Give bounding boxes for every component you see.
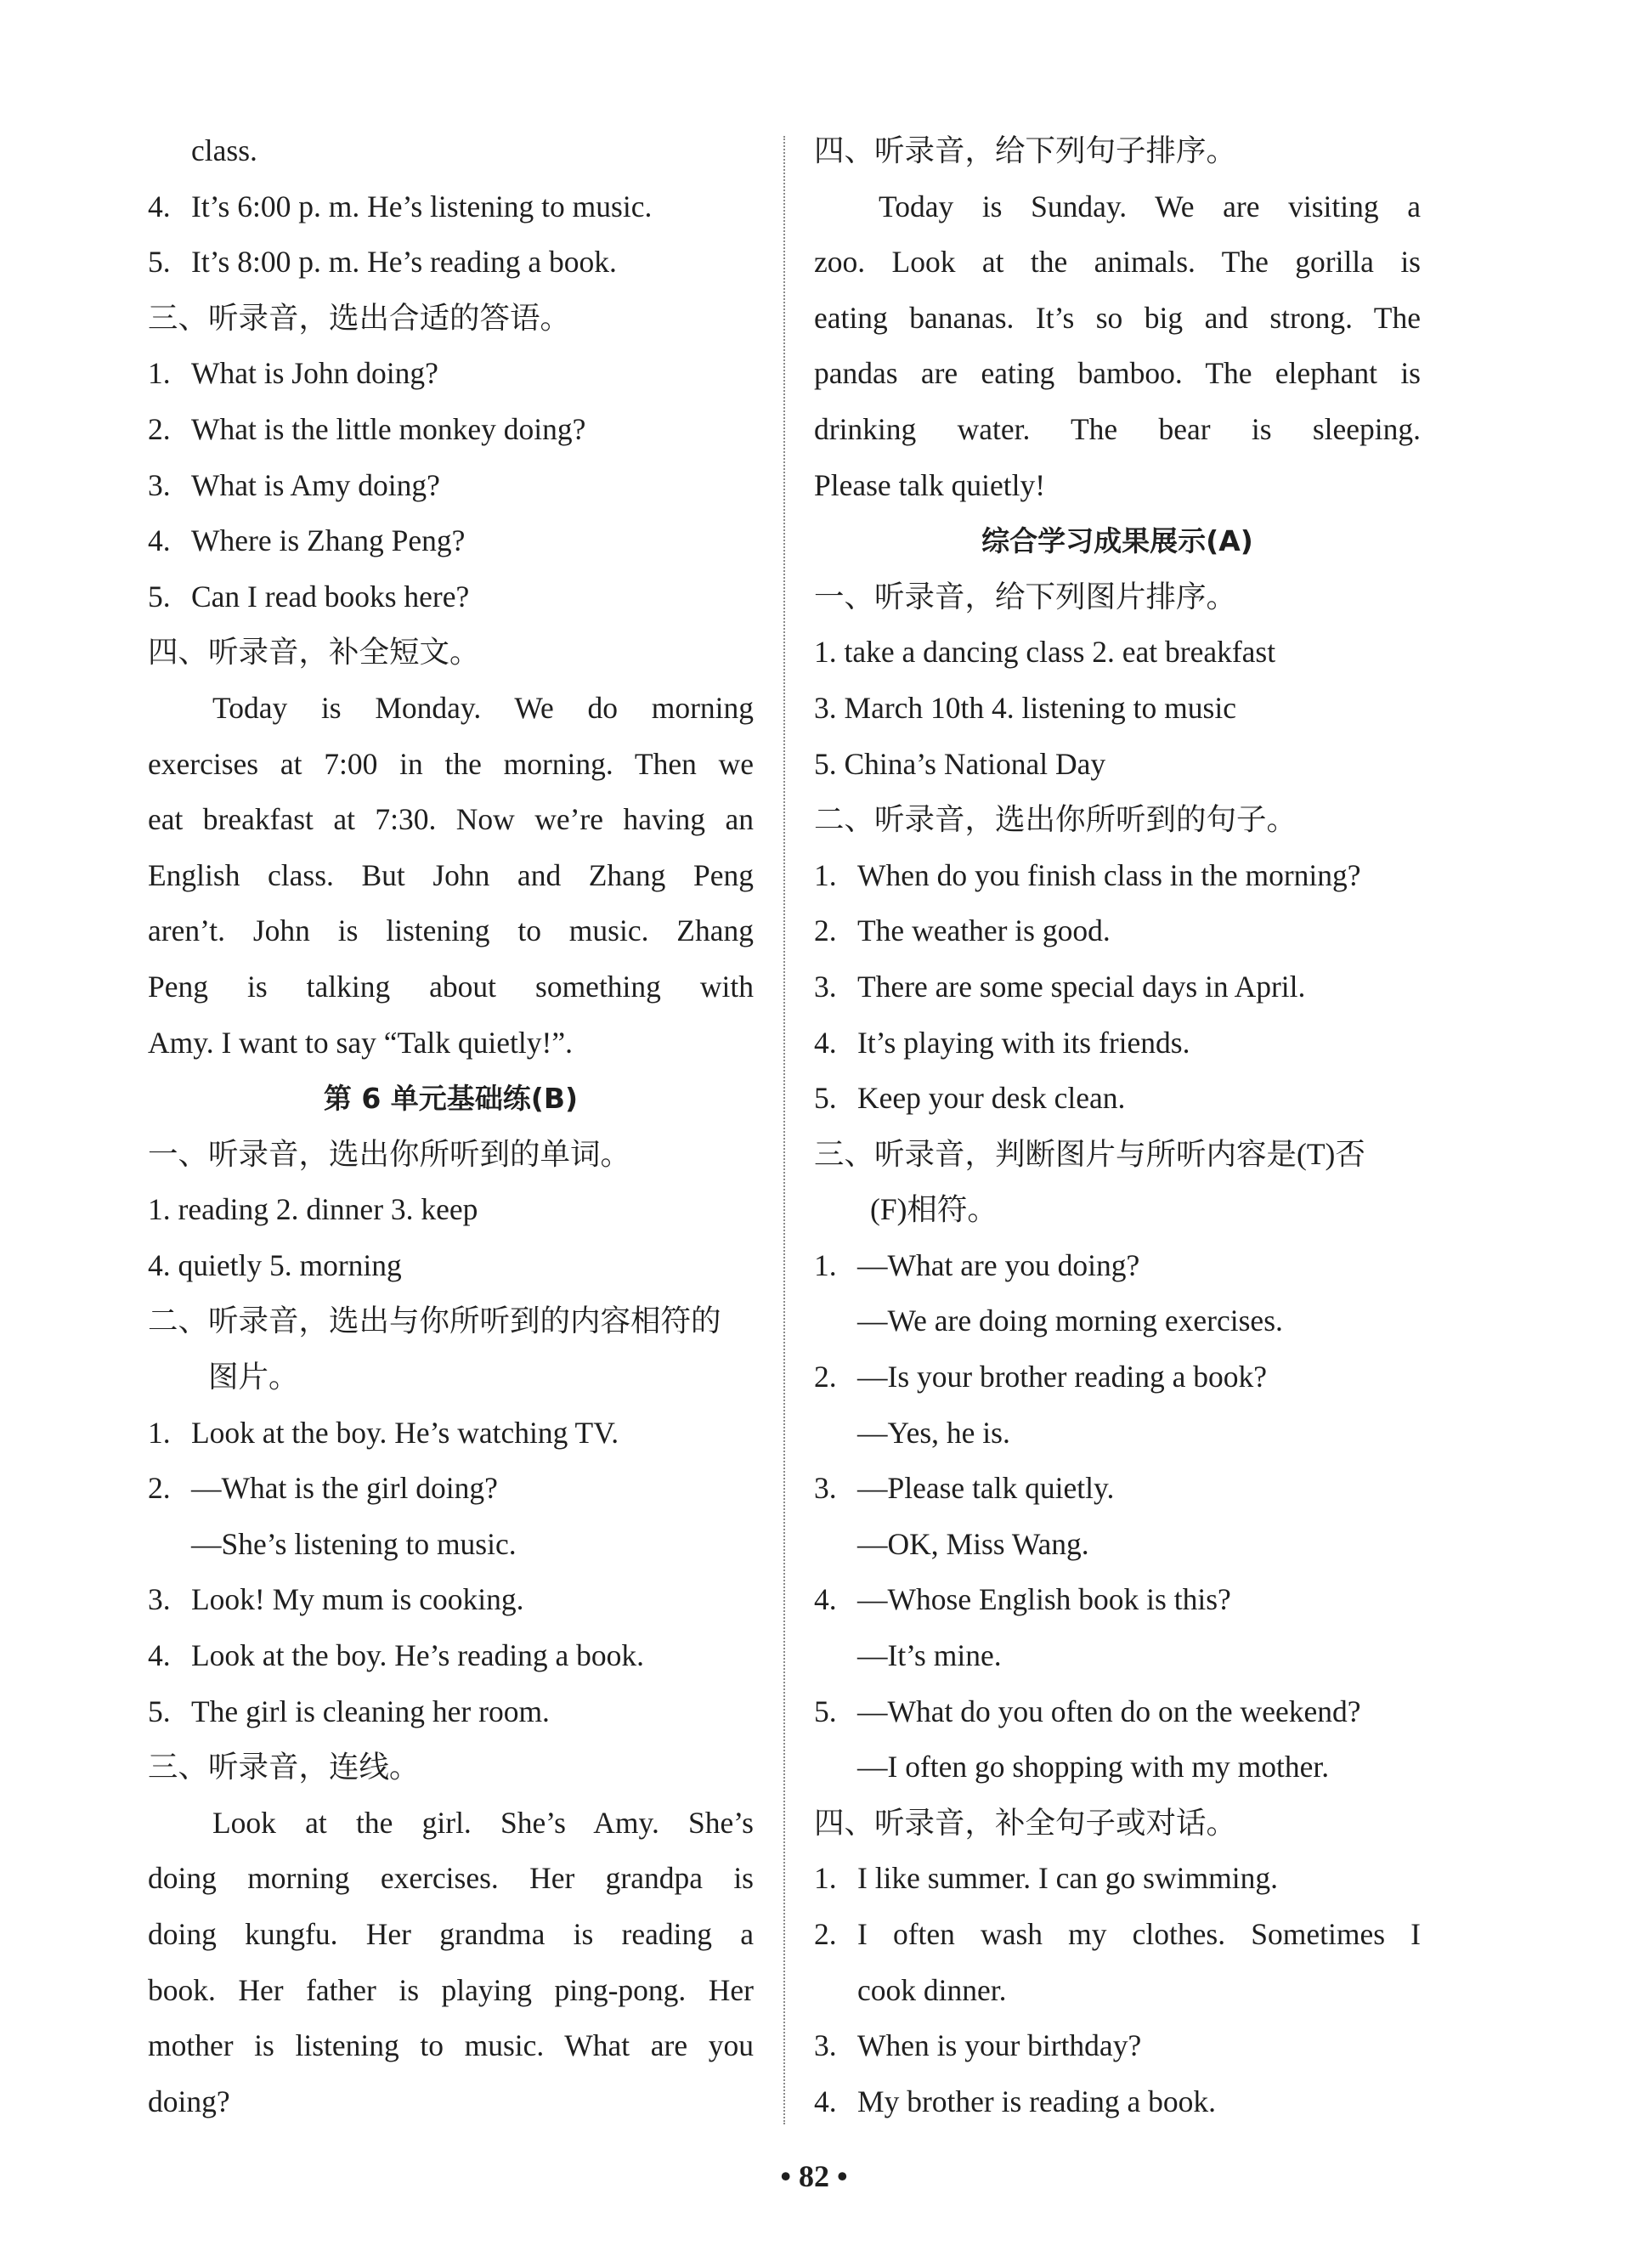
passage-line: doing? [148,2084,230,2118]
unit-title: 综合学习成果展示(A) [981,524,1253,558]
list-item: 4. It’s 6:00 p. m. He’s listening to music. [148,189,653,223]
list-item: 4. It’s playing with its friends. [814,1025,1190,1060]
passage-line: eat breakfast at 7:30. Now we’re having an [148,802,754,837]
section-heading: 三、听录音，判断图片与所听内容是(T)否 [814,1136,1365,1171]
word-list-line: 1. take a dancing class 2. eat breakfast [814,635,1276,670]
word-list-line: 1. reading 2. dinner 3. keep [148,1192,478,1227]
passage-line: book. Her father is playing ping-pong. Her [148,1972,754,2007]
passage-line: Please talk quietly! [814,467,1046,502]
list-item: 4. My brother is reading a book. [814,2084,1216,2118]
list-item: 5. It’s 8:00 p. m. He’s reading a book. [148,245,617,280]
passage-line: Look at the girl. She’s Amy. She’s [212,1805,754,1840]
passage-line: English class. But John and Zhang Peng [148,857,754,892]
dialogue-line: —It’s mine. [857,1638,1002,1673]
list-item: 5. The girl is cleaning her room. [148,1694,550,1728]
list-item: 4. Where is Zhang Peng? [148,523,466,558]
section-heading: 三、听录音，连线。 [148,1750,420,1784]
passage-line: exercises at 7:00 in the morning. Then we [148,746,754,781]
list-item: 1. When do you finish class in the morning? [814,857,1361,892]
list-item: 2. What is the little monkey doing? [148,411,586,446]
passage-line: aren’t. John is listening to music. Zhang [148,913,754,948]
passage-line: pandas are eating bamboo. The elephant is [814,356,1421,391]
section-heading-cont: 图片。 [208,1360,299,1394]
list-item: 5. —What do you often do on the weekend? [814,1694,1361,1728]
dialogue-line: —Yes, he is. [857,1415,1010,1450]
list-item: 2. —Is your brother reading a book? [814,1360,1268,1394]
section-heading: 一、听录音，给下列图片排序。 [814,579,1237,614]
section-heading: 四、听录音，补全句子或对话。 [814,1805,1237,1840]
passage-line: Amy. I want to say “Talk quietly!”. [148,1025,573,1060]
section-heading: 四、听录音，补全短文。 [148,635,480,670]
right-column [814,123,1421,2129]
list-item: 2. —What is the girl doing? [148,1471,498,1506]
passage-line: Peng is talking about something with [148,969,754,1004]
dialogue-line: —She’s listening to music. [191,1526,517,1561]
list-item: 5. Keep your desk clean. [814,1081,1126,1116]
list-item: 3. —Please talk quietly. [814,1471,1115,1506]
list-item: 1. —What are you doing? [814,1247,1140,1282]
list-item: 4. —Whose English book is this? [814,1582,1231,1617]
section-heading: 二、听录音，选出你所听到的句子。 [814,802,1297,837]
list-item: 3. There are some special days in April. [814,969,1306,1004]
section-heading: 一、听录音，选出你所听到的单词。 [148,1136,631,1171]
list-item: 3. What is Amy doing? [148,467,440,502]
column-divider [783,136,785,2124]
left-column [148,123,754,2129]
list-item: 3. When is your birthday? [814,2028,1142,2063]
word-list-line: 5. China’s National Day [814,746,1106,781]
list-item: 4. Look at the boy. He’s reading a book. [148,1638,645,1673]
passage-line: zoo. Look at the animals. The gorilla is [814,245,1421,280]
passage-line: doing kungfu. Her grandma is reading a [148,1917,754,1951]
list-item: 5. Can I read books here? [148,579,470,614]
list-item: 1. I like summer. I can go swimming. [814,1861,1278,1896]
list-item-cont: cook dinner. [857,1972,1007,2007]
passage-line: eating bananas. It’s so big and strong. The [814,300,1421,335]
list-item: 1. What is John doing? [148,356,438,391]
word-list-line: 4. quietly 5. morning [148,1247,402,1282]
passage-line: Today is Sunday. We are visiting a [879,189,1421,223]
text-line: class. [191,133,257,167]
section-heading-cont: (F)相符。 [870,1192,998,1227]
list-item: 1. Look at the boy. He’s watching TV. [148,1415,619,1450]
word-list-line: 3. March 10th 4. listening to music [814,690,1236,725]
unit-title: 第 6 单元基础练(B) [323,1082,579,1116]
list-item: 2. I often wash my clothes. Sometimes I [814,1917,1421,1951]
passage-line: drinking water. The bear is sleeping. [814,411,1421,446]
dialogue-line: —I often go shopping with my mother. [857,1750,1330,1784]
passage-line: Today is Monday. We do morning [212,690,754,725]
list-item: 3. Look! My mum is cooking. [148,1582,524,1617]
section-heading: 四、听录音，给下列句子排序。 [814,133,1237,167]
dialogue-line: —OK, Miss Wang. [857,1526,1089,1561]
page-number: • 82 • [780,2159,848,2193]
section-heading: 二、听录音，选出与你所听到的内容相符的 [148,1304,721,1338]
passage-line: mother is listening to music. What are you [148,2028,754,2063]
list-item: 2. The weather is good. [814,913,1111,948]
dialogue-line: —We are doing morning exercises. [857,1304,1283,1338]
passage-line: doing morning exercises. Her grandpa is [148,1861,754,1896]
section-heading: 三、听录音，选出合适的答语。 [148,300,571,335]
